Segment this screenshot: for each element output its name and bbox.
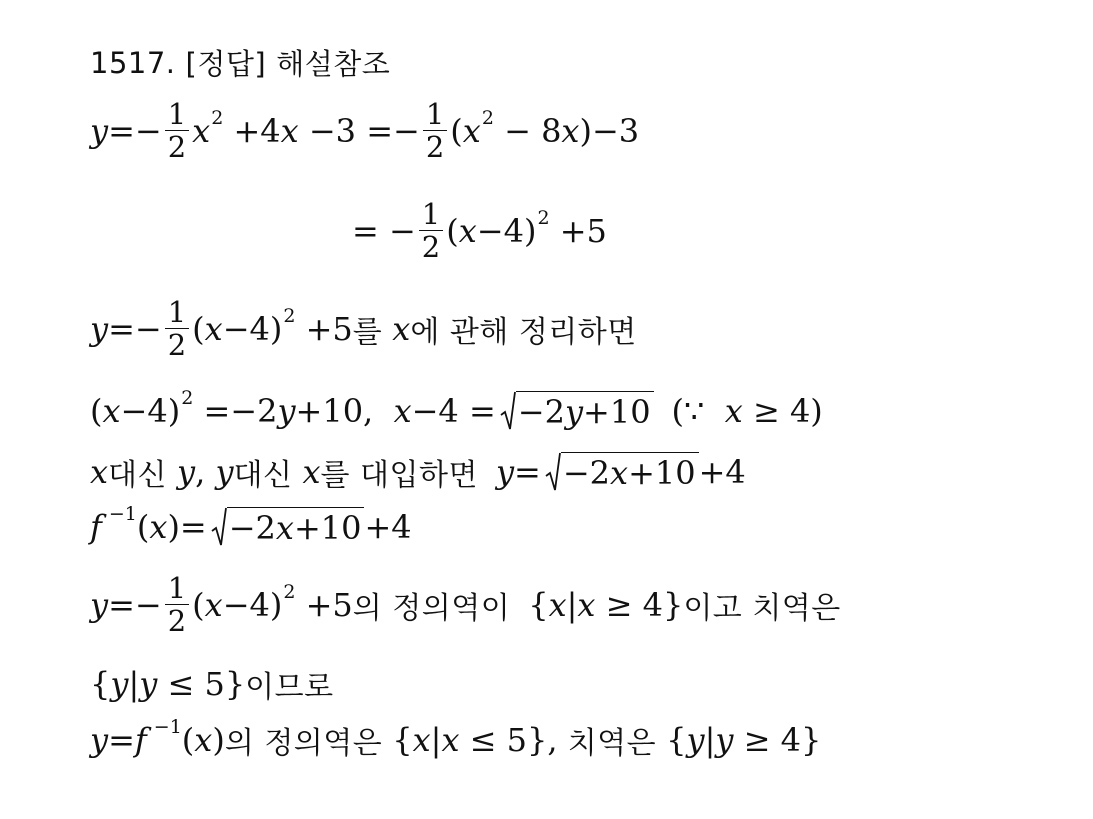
equation-line-1: y =− $\frac{1}{2}$ x 2 +4 x −3 =− $\frac{1}{2}$ ( x 2 − 8 x )−3 [90,97,640,164]
equation-line-6: f −1 ( x )= −2 x +10 +4 [90,503,412,547]
fraction-half: $\frac{1}{2}$ [423,98,447,163]
fraction-half: $\frac{1}{2}$ [419,198,443,263]
solution-header [90,42,390,83]
answer-text: 해설참조 [276,47,391,81]
square-root: −2 y +10 [500,391,654,431]
square-root: −2 x +10 [545,452,699,492]
equation-line-2: = − $\frac{1}{2}$ ( x −4) 2 +5 [352,197,607,264]
equation-line-9: y = f −1 ( x ) 의 정의역은 { x | x ≤ 5}, 치역은 { y | y ≥ 4} [90,716,822,761]
fraction-half: $\frac{1}{2}$ [165,572,189,637]
fraction-half: $\frac{1}{2}$ [165,296,189,361]
equation-line-4: ( x −4) 2 =−2 y +10, x −4 = −2 y +10 (∵ x ≥ 4) [90,387,823,431]
problem-number: 1517. [90,45,176,80]
fraction-half: $\frac{1}{2}$ [165,98,189,163]
square-root: −2 x +10 [211,507,365,547]
equation-line-8: { y | y ≤ 5} 이므로 [90,665,334,705]
equation-line-5: x 대신 y , y 대신 x 를 대입하면 y = −2 x +10 +4 [90,453,746,493]
equation-line-7: y =− $\frac{1}{2}$ ( x −4) 2 +5 의 정의역이 { x | x ≥ 4} 이고 치역은 [90,571,841,638]
answer-tag: [정답] [185,47,267,81]
equation-line-3: y =− $\frac{1}{2}$ ( x −4) 2 +5 를 x 에 관해 정리하면 [90,295,637,362]
